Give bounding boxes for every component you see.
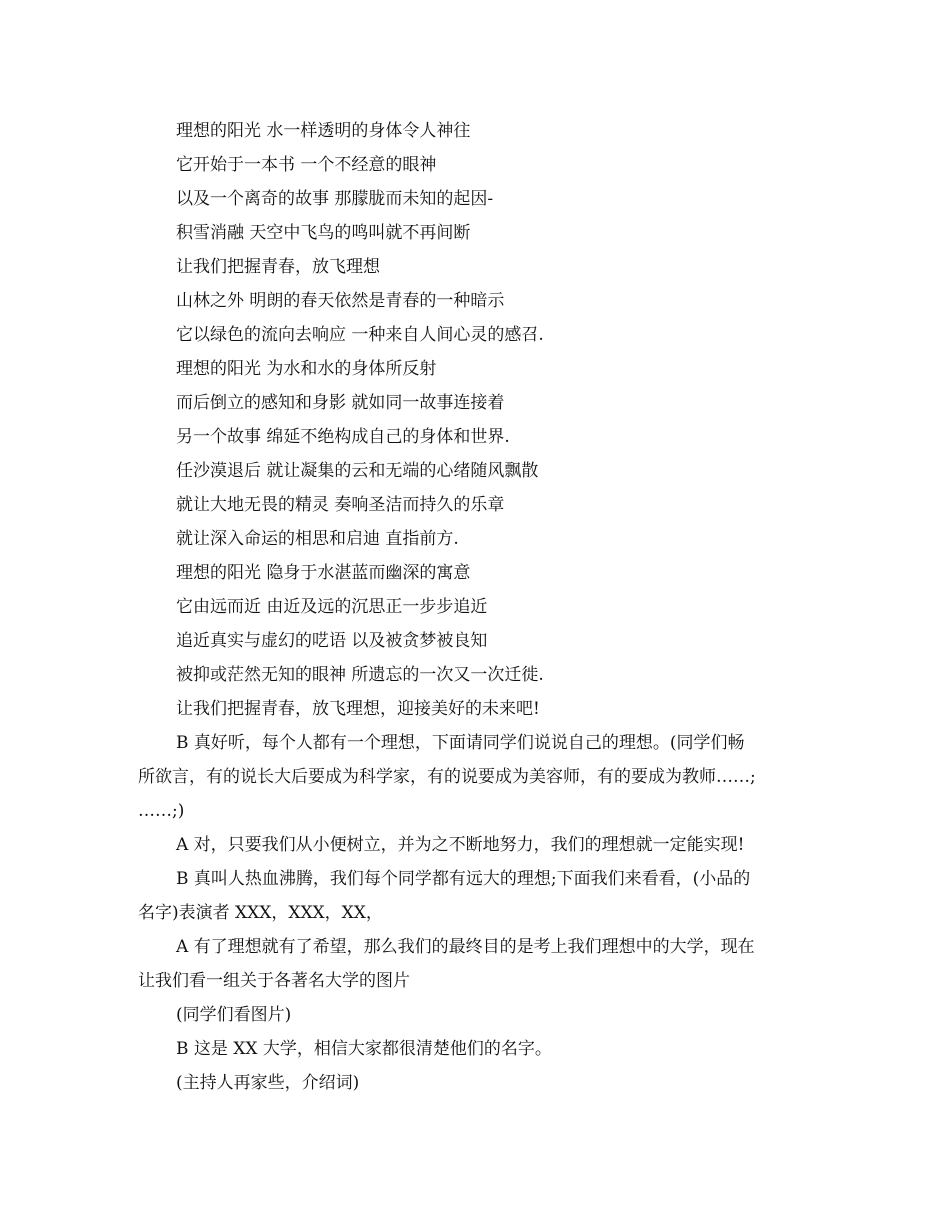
poem-line: 而后倒立的感知和身影 就如同一故事连接着: [176, 393, 505, 413]
poem-line: 就让深入命运的相思和启迪 直指前方.: [176, 529, 459, 549]
poem-line: 理想的阳光 水一样透明的身体令人神往: [176, 121, 471, 141]
poem-line: 被抑或茫然无知的眼神 所遗忘的一次又一次迁徙.: [176, 665, 544, 685]
stage-note-pictures: (同学们看图片): [176, 1005, 292, 1025]
poem-line: 让我们把握青春，放飞理想: [176, 257, 380, 277]
poem-line: 另一个故事 绵延不绝构成自己的身体和世界.: [176, 427, 510, 447]
poem-line: 积雪消融 天空中飞鸟的鸣叫就不再间断: [176, 223, 471, 243]
dialogue-b1-line2: 所欲言，有的说长大后要成为科学家，有的说要成为美容师，有的要成为教师……;: [138, 767, 756, 787]
dialogue-b2-line2: 名字)表演者 XXX，XXX，XX，: [138, 903, 383, 923]
poem-line: 它以绿色的流向去响应 一种来自人间心灵的感召.: [176, 325, 544, 345]
dialogue-a1: A 对，只要我们从小便树立，并为之不断地努力，我们的理想就一定能实现!: [176, 835, 745, 855]
poem-line: 让我们把握青春，放飞理想，迎接美好的未来吧!: [176, 699, 540, 719]
dialogue-b3: B 这是 XX 大学，相信大家都很清楚他们的名字。: [176, 1039, 552, 1059]
dialogue-a2-line1: A 有了理想就有了希望，那么我们的最终目的是考上我们理想中的大学，现在: [176, 937, 755, 957]
poem-line: 山林之外 明朗的春天依然是青春的一种暗示: [176, 291, 505, 311]
dialogue-b1-line3: ……;): [138, 801, 185, 821]
poem-line: 追近真实与虚幻的呓语 以及被贪梦被良知: [176, 631, 488, 651]
poem-line: 任沙漠退后 就让凝集的云和无端的心绪随风飘散: [176, 461, 539, 481]
dialogue-b1-line1: B 真好听，每个人都有一个理想，下面请同学们说说自己的理想。(同学们畅: [176, 733, 745, 753]
poem-line: 就让大地无畏的精灵 奏响圣洁而持久的乐章: [176, 495, 505, 515]
dialogue-a2-line2: 让我们看一组关于各著名大学的图片: [138, 971, 410, 991]
poem-line: 以及一个离奇的故事 那朦胧而未知的起因-: [176, 189, 494, 209]
poem-line: 理想的阳光 隐身于水湛蓝而幽深的寓意: [176, 563, 471, 583]
poem-line: 它开始于一本书 一个不经意的眼神: [176, 155, 437, 175]
stage-note-host: (主持人再家些，介绍词): [176, 1073, 360, 1093]
poem-line: 它由远而近 由近及远的沉思正一步步追近: [176, 597, 488, 617]
dialogue-b2-line1: B 真叫人热血沸腾，我们每个同学都有远大的理想;下面我们来看看，(小品的: [176, 869, 751, 889]
document-body: [138, 114, 818, 1100]
poem-line: 理想的阳光 为水和水的身体所反射: [176, 359, 437, 379]
